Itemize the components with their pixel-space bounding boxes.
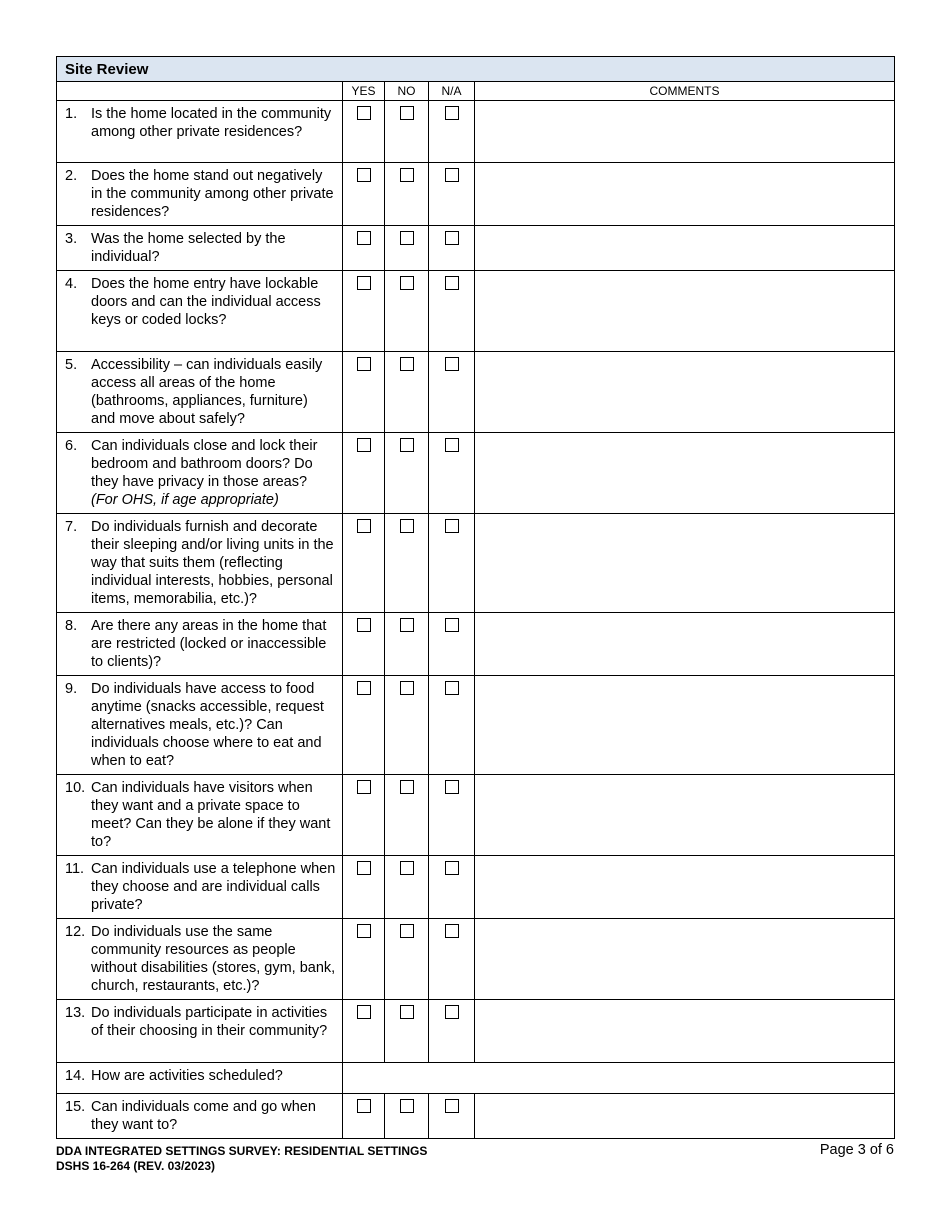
no-checkbox[interactable] [400, 618, 414, 632]
table-row [57, 163, 895, 226]
table-row [57, 1063, 895, 1094]
question-number: 14. [65, 1068, 86, 1084]
yes-cell [343, 271, 385, 352]
comments-field[interactable] [475, 919, 895, 1000]
comments-field[interactable] [475, 856, 895, 919]
na-cell [429, 919, 475, 1000]
question-text: How are activities scheduled? [91, 1068, 283, 1084]
table-row [57, 352, 895, 433]
question-cell [57, 226, 343, 271]
yes-cell [343, 1000, 385, 1063]
no-checkbox[interactable] [400, 357, 414, 371]
table-row [57, 676, 895, 775]
question-number: 7. [65, 519, 78, 535]
yes-checkbox[interactable] [357, 106, 371, 120]
comments-column-header: COMMENTS [475, 82, 895, 101]
na-checkbox[interactable] [445, 618, 459, 632]
yes-checkbox[interactable] [357, 618, 371, 632]
question-text: Can individuals have visitors when they want and a private space to meet? Can they be alone if they want to? [91, 780, 331, 850]
question-number: 11. [65, 861, 85, 877]
na-cell [429, 101, 475, 163]
question-number: 1. [65, 106, 78, 122]
yes-checkbox[interactable] [357, 1099, 371, 1113]
question-text: Do individuals use the same community resources as people without disabilities (stores, gym, bank, church, restaurants, etc.)? [91, 924, 336, 994]
site-review-table [56, 56, 895, 1139]
na-checkbox[interactable] [445, 1099, 459, 1113]
no-cell [385, 775, 429, 856]
table-row [57, 1094, 895, 1139]
question-text: Can individuals come and go when they want to? [91, 1099, 316, 1133]
na-checkbox[interactable] [445, 861, 459, 875]
question-number: 15. [65, 1099, 86, 1115]
form-number: DSHS 16-264 (REV. 03/2023) [56, 1159, 215, 1173]
form-title: DDA INTEGRATED SETTINGS SURVEY: RESIDENTIAL SETTINGS [56, 1144, 428, 1158]
question-text: Accessibility – can individuals easily access all areas of the home (bathrooms, appliances, furniture) and move about safely? [91, 357, 323, 427]
yes-checkbox[interactable] [357, 1005, 371, 1019]
question-column-header [57, 82, 343, 101]
yes-checkbox[interactable] [357, 168, 371, 182]
question-number: 3. [65, 231, 78, 247]
question-text: Can individuals close and lock their bedroom and bathroom doors? Do they have privacy in those areas? [91, 438, 318, 490]
question-cell [57, 613, 343, 676]
no-cell [385, 352, 429, 433]
answer-field[interactable] [343, 1063, 895, 1094]
question-cell [57, 919, 343, 1000]
question-number: 2. [65, 168, 78, 184]
comments-field[interactable] [475, 775, 895, 856]
question-text: Was the home selected by the individual? [91, 231, 286, 265]
no-cell [385, 676, 429, 775]
na-checkbox[interactable] [445, 519, 459, 533]
table-row [57, 919, 895, 1000]
na-checkbox[interactable] [445, 276, 459, 290]
question-cell [57, 856, 343, 919]
question-text: Are there any areas in the home that are restricted (locked or inaccessible to clients)? [91, 618, 327, 670]
table-row [57, 101, 895, 163]
question-text: Does the home stand out negatively in the community among other private residences? [91, 168, 334, 220]
no-checkbox[interactable] [400, 519, 414, 533]
question-text: Do individuals furnish and decorate their sleeping and/or living units in the way that suits them (reflecting individual interests, hobbies, personal items, memorabilia, etc.)? [91, 519, 334, 607]
comments-field[interactable] [475, 613, 895, 676]
na-checkbox[interactable] [445, 681, 459, 695]
na-checkbox[interactable] [445, 924, 459, 938]
question-number: 6. [65, 438, 78, 454]
table-row [57, 775, 895, 856]
no-cell [385, 163, 429, 226]
question-text: Does the home entry have lockable doors and can the individual access keys or coded locks? [91, 276, 321, 328]
question-cell [57, 433, 343, 514]
no-checkbox[interactable] [400, 1005, 414, 1019]
na-cell [429, 856, 475, 919]
question-number: 13. [65, 1005, 86, 1021]
no-cell [385, 101, 429, 163]
na-checkbox[interactable] [445, 357, 459, 371]
no-checkbox[interactable] [400, 276, 414, 290]
question-cell [57, 676, 343, 775]
question-cell [57, 271, 343, 352]
question-text: Do individuals have access to food anytime (snacks accessible, request alternatives meals, etc.)? Can individuals choose where to eat and when to eat? [91, 681, 324, 769]
yes-cell [343, 856, 385, 919]
no-cell [385, 514, 429, 613]
comments-field[interactable] [475, 1000, 895, 1063]
question-number: 9. [65, 681, 78, 697]
table-row [57, 271, 895, 352]
na-checkbox[interactable] [445, 168, 459, 182]
yes-cell [343, 433, 385, 514]
no-checkbox[interactable] [400, 231, 414, 245]
no-checkbox[interactable] [400, 780, 414, 794]
yes-cell [343, 613, 385, 676]
question-text: Is the home located in the community among other private residences? [91, 106, 332, 140]
table-row [57, 613, 895, 676]
yes-checkbox[interactable] [357, 780, 371, 794]
na-cell [429, 1094, 475, 1139]
section-title: Site Review [57, 57, 895, 82]
question-number: 12. [65, 924, 86, 940]
no-cell [385, 226, 429, 271]
na-cell [429, 352, 475, 433]
no-cell [385, 919, 429, 1000]
form-footer [56, 1144, 427, 1174]
table-row [57, 226, 895, 271]
yes-checkbox[interactable] [357, 519, 371, 533]
yes-checkbox[interactable] [357, 357, 371, 371]
yes-cell [343, 352, 385, 433]
na-checkbox[interactable] [445, 438, 459, 452]
na-cell [429, 433, 475, 514]
na-cell [429, 1000, 475, 1063]
question-cell [57, 1063, 343, 1094]
no-cell [385, 856, 429, 919]
no-cell [385, 613, 429, 676]
comments-field[interactable] [475, 226, 895, 271]
yes-checkbox[interactable] [357, 681, 371, 695]
comments-field[interactable] [475, 433, 895, 514]
yes-cell [343, 676, 385, 775]
na-cell [429, 676, 475, 775]
na-checkbox[interactable] [445, 1005, 459, 1019]
comments-field[interactable] [475, 271, 895, 352]
question-number: 5. [65, 357, 78, 373]
question-cell [57, 514, 343, 613]
no-cell [385, 271, 429, 352]
yes-cell [343, 226, 385, 271]
question-cell [57, 1000, 343, 1063]
question-cell [57, 101, 343, 163]
question-text: Do individuals participate in activities of their choosing in their community? [91, 1005, 328, 1039]
yes-cell [343, 919, 385, 1000]
na-cell [429, 775, 475, 856]
na-cell [429, 271, 475, 352]
yes-column-header: YES [343, 82, 385, 101]
comments-field[interactable] [475, 1094, 895, 1139]
yes-checkbox[interactable] [357, 231, 371, 245]
no-checkbox[interactable] [400, 438, 414, 452]
na-cell [429, 514, 475, 613]
table-row [57, 433, 895, 514]
no-cell [385, 1000, 429, 1063]
table-row [57, 856, 895, 919]
no-checkbox[interactable] [400, 924, 414, 938]
comments-field[interactable] [475, 352, 895, 433]
yes-checkbox[interactable] [357, 924, 371, 938]
question-cell [57, 352, 343, 433]
comments-field[interactable] [475, 163, 895, 226]
na-cell [429, 613, 475, 676]
na-checkbox[interactable] [445, 231, 459, 245]
no-checkbox[interactable] [400, 681, 414, 695]
na-column-header: N/A [429, 82, 475, 101]
no-checkbox[interactable] [400, 861, 414, 875]
question-number: 4. [65, 276, 78, 292]
na-checkbox[interactable] [445, 106, 459, 120]
no-cell [385, 433, 429, 514]
yes-cell [343, 163, 385, 226]
page-number: Page 3 of 6 [819, 1142, 894, 1158]
no-cell [385, 1094, 429, 1139]
yes-checkbox[interactable] [357, 276, 371, 290]
yes-cell [343, 101, 385, 163]
no-checkbox[interactable] [400, 1099, 414, 1113]
question-cell [57, 775, 343, 856]
no-checkbox[interactable] [400, 168, 414, 182]
na-cell [429, 163, 475, 226]
no-column-header: NO [385, 82, 429, 101]
question-note: (For OHS, if age appropriate) [91, 492, 279, 508]
question-cell [57, 163, 343, 226]
yes-checkbox[interactable] [357, 861, 371, 875]
question-cell [57, 1094, 343, 1139]
yes-cell [343, 1094, 385, 1139]
comments-field[interactable] [475, 676, 895, 775]
question-text: Can individuals use a telephone when they choose and are individual calls private? [91, 861, 336, 913]
comments-field[interactable] [475, 101, 895, 163]
yes-checkbox[interactable] [357, 438, 371, 452]
table-row [57, 514, 895, 613]
yes-cell [343, 514, 385, 613]
na-checkbox[interactable] [445, 780, 459, 794]
question-number: 10. [65, 780, 86, 796]
comments-field[interactable] [475, 514, 895, 613]
no-checkbox[interactable] [400, 106, 414, 120]
na-cell [429, 226, 475, 271]
table-row [57, 1000, 895, 1063]
yes-cell [343, 775, 385, 856]
question-number: 8. [65, 618, 78, 634]
